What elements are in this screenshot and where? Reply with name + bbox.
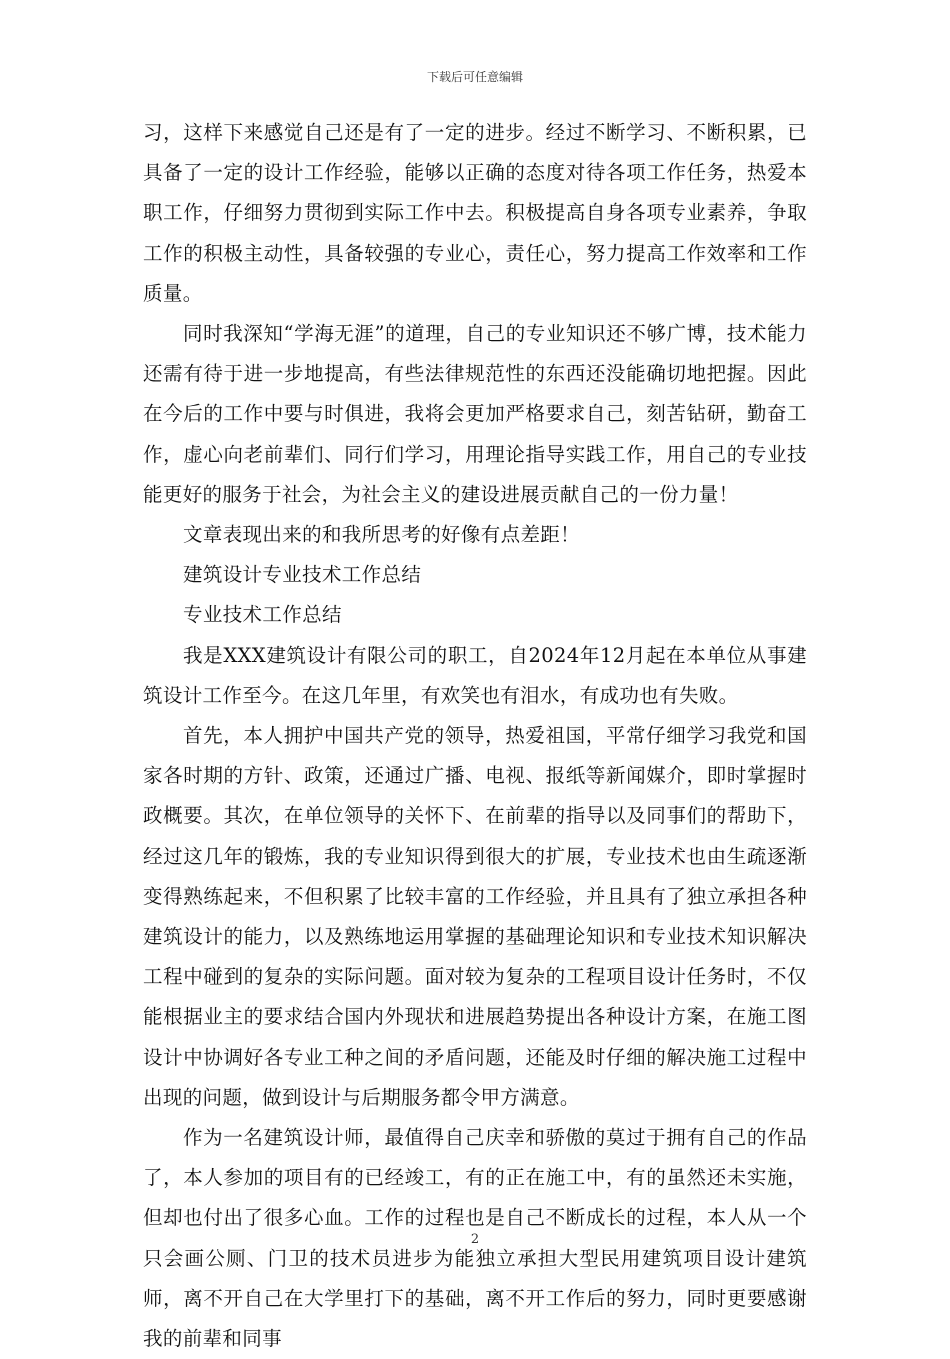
paragraph: 同时我深知“学海无涯”的道理，自己的专业知识还不够广博，技术能力还需有待于进一步地提高，有些法律规范性的东西还没能确切地把握。因此在今后的工作中要与时俱进，我将会更加严格要求自己，刻苦钻研，勤奋工作，虚心向老前辈们、同行们学习，用理论指导实践工作，用自己的专业技能更好的服务于社会，为社会主义的建设进展贡献自己的一份力量！ bbox=[143, 322, 807, 506]
document-body bbox=[143, 113, 807, 1359]
paragraph: 作为一名建筑设计师，最值得自己庆幸和骄傲的莫过于拥有自己的作品了，本人参加的项目有的已经竣工，有的正在施工中，有的虽然还未实施，但却也付出了很多心血。工作的过程也是自己不断成长的过程，本人从一个只会画公厕、门卫的技术员进步为能独立承担大型民用建筑项目设计建筑师，离不开自己在大学里打下的基础，离不开工作后的努力，同时更要感谢我的前辈和同事 bbox=[143, 1126, 807, 1351]
page-number: 2 bbox=[470, 1232, 480, 1247]
paragraph: 首先，本人拥护中国共产党的领导，热爱祖国，平常仔细学习我党和国家各时期的方针、政策，还通过广播、电视、报纸等新闻媒介，即时掌握时政概要。其次，在单位领导的关怀下、在前辈的指导以及同事们的帮助下，经过这几年的锻炼，我的专业知识得到很大的扩展，专业技术也由生疏逐渐变得熟练起来，不但积累了比较丰富的工作经验，并且具有了独立承担各种建筑设计的能力，以及熟练地运用掌握的基础理论知识和专业技术知识解决工程中碰到的复杂的实际问题。面对较为复杂的工程项目设计任务时，不仅能根据业主的要求结合国内外现状和进展趋势提出各种设计方案，在施工图设计中协调好各专业工种之间的矛盾问题，还能及时仔细的解决施工过程中出现的问题，做到设计与后期服务都令甲方满意。 bbox=[143, 724, 807, 1109]
section-title: 建筑设计专业技术工作总结 bbox=[183, 563, 422, 587]
paragraph: 文章表现出来的和我所思考的好像有点差距！ bbox=[183, 523, 581, 547]
page-header: 下载后可任意编辑 bbox=[426, 70, 523, 84]
section-subtitle: 专业技术工作总结 bbox=[183, 603, 342, 627]
paragraph: 习，这样下来感觉自己还是有了一定的进步。经过不断学习、不断积累，已具备了一定的设计工作经验，能够以正确的态度对待各项工作任务，热爱本职工作，仔细努力贯彻到实际工作中去。积极提高自身各项专业素养，争取工作的积极主动性，具备较强的专业心，责任心，努力提高工作效率和工作质量。 bbox=[143, 121, 807, 305]
paragraph: 我是XXX建筑设计有限公司的职工，自2024年12月起在本单位从事建筑设计工作至今。在这几年里，有欢笑也有泪水，有成功也有失败。 bbox=[143, 643, 807, 707]
